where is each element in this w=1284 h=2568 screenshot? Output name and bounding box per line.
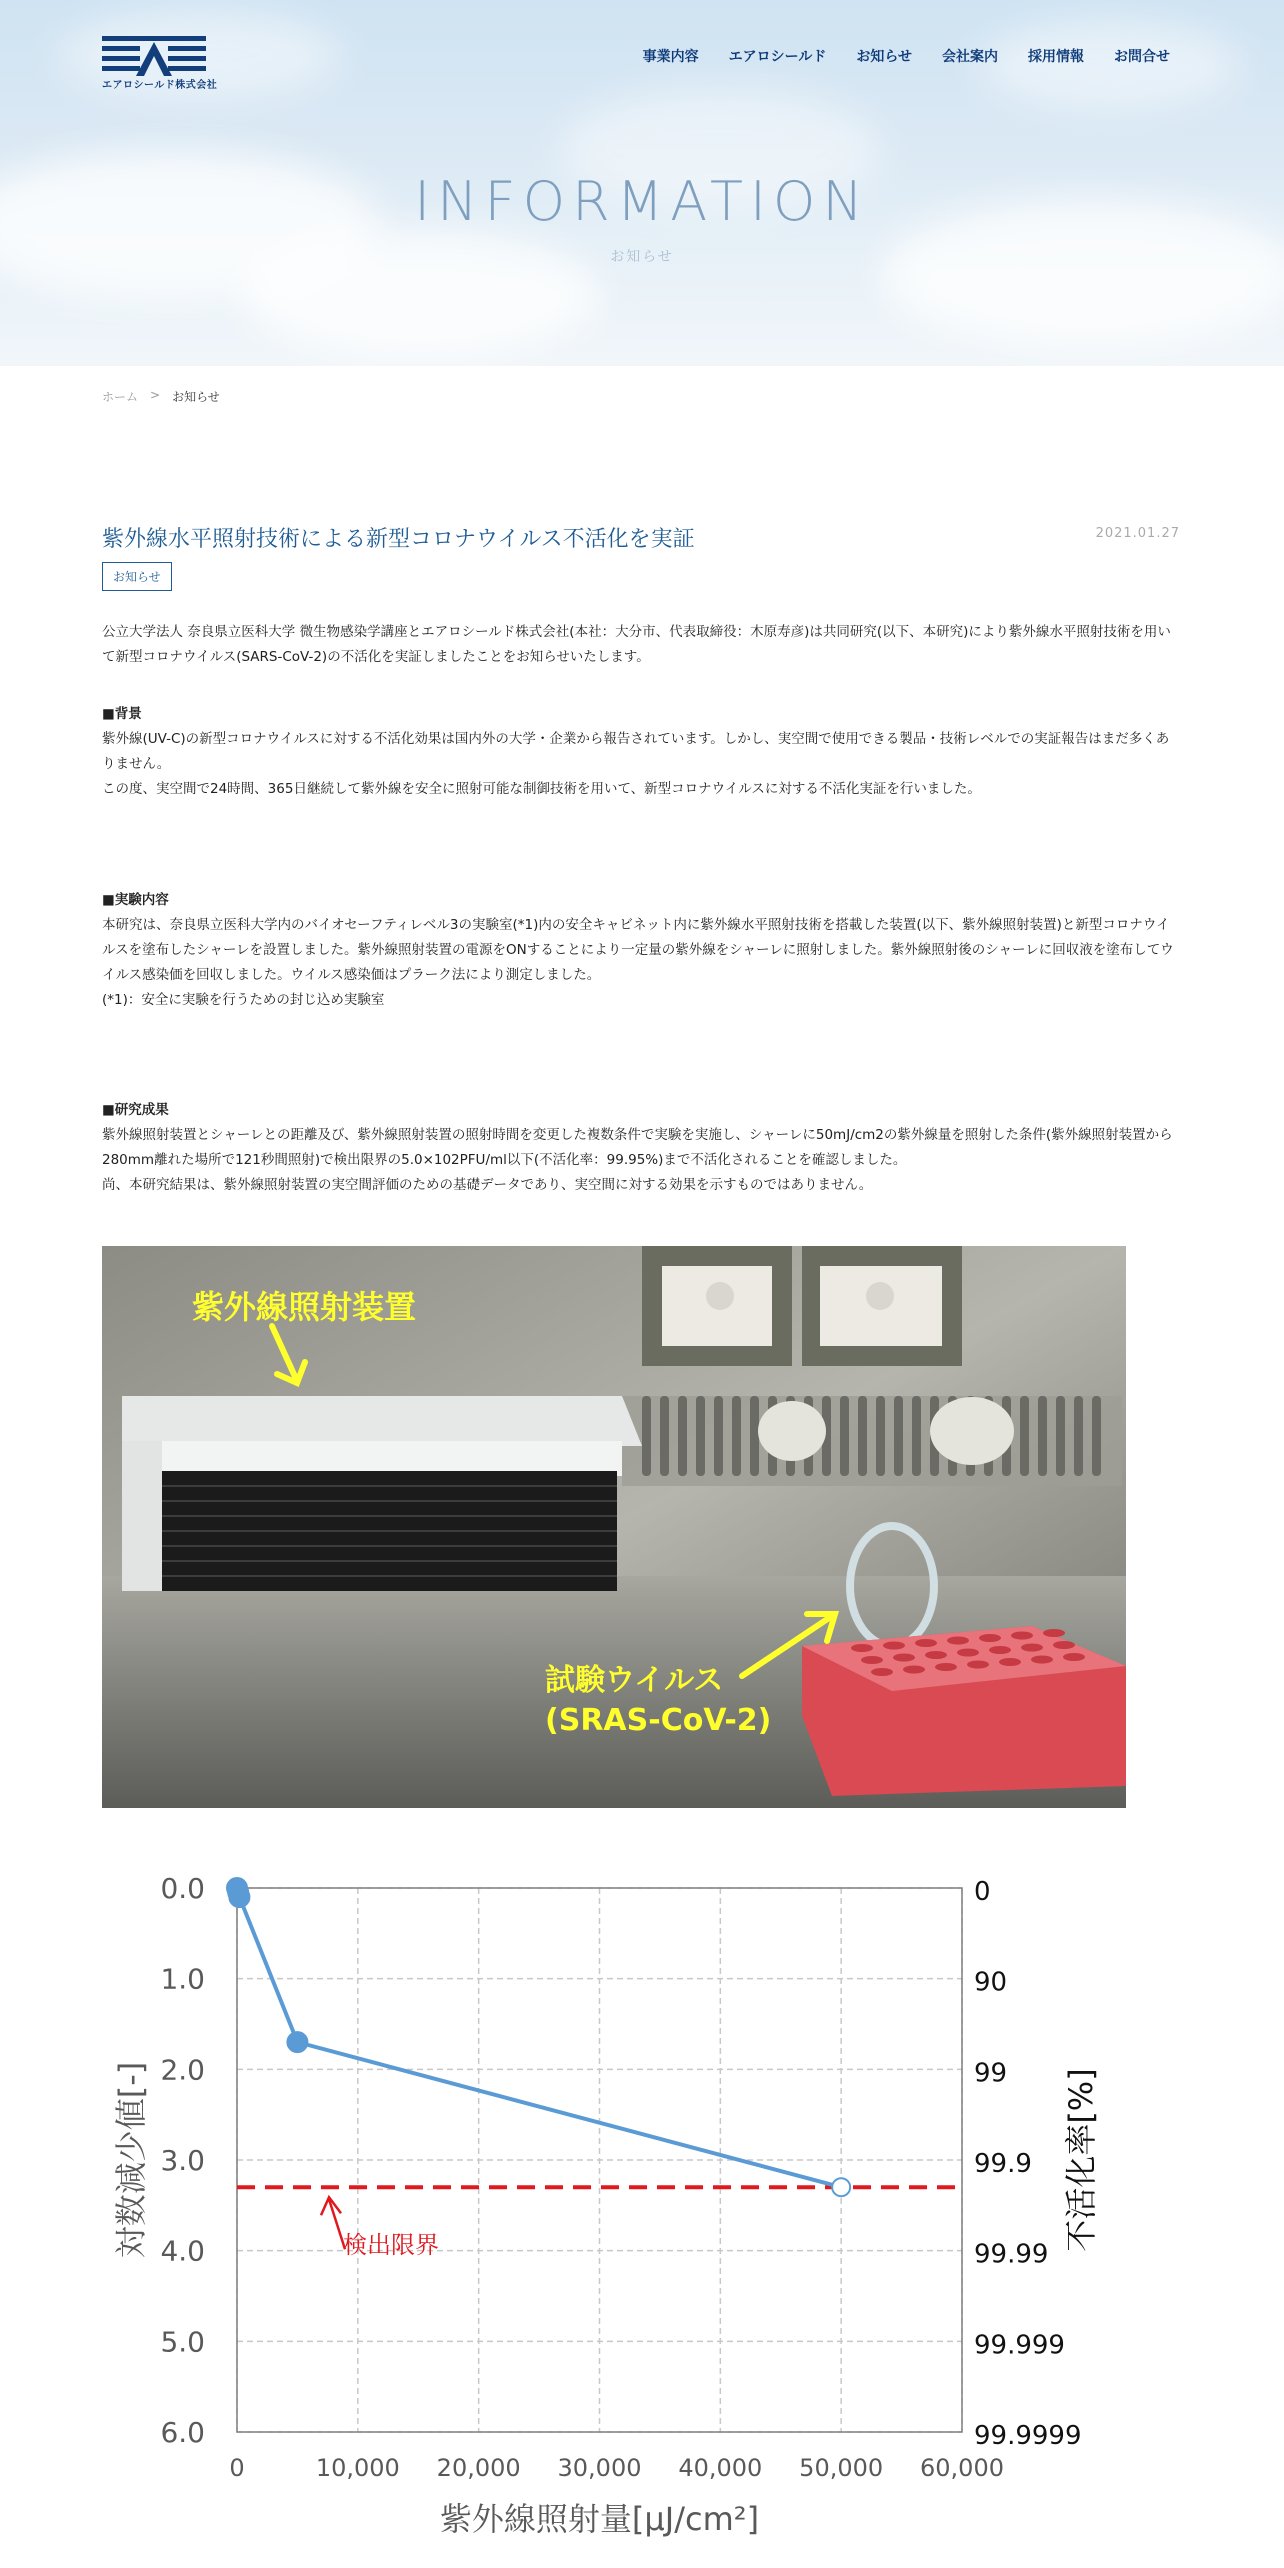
x-tick-label: 0 [229,2454,245,2482]
section-text: 本研究は、奈良県立医科大学内のバイオセーフティレベル3の実験室(*1)内の安全キャビネット内に紫外線水平照射技術を搭載した装置(以下、紫外線照射装置)と新型コロナウイルスを塗布したシャーレを設置しました。紫外線照射装置の電源をONすることにより一定量の紫外線をシャーレに照射しました。紫外線照射後のシャーレに回収液を塗布してウイルス感染価を回収しました。ウイルス感染価はプラーク法により測定しました。 (*1)：安全に実験を行うための封じ込め実験室 [102,917,1174,1008]
detection-limit-label: 検出限界 [343,2231,439,2260]
y2-tick-label: 99.999 [974,2330,1065,2361]
post-title: 紫外線水平照射技術による新型コロナウイルス不活化を実証 [102,527,695,552]
page-title: INFORMATION [414,170,870,233]
breadcrumb-separator: > [150,388,161,402]
section-heading: ■実験内容 [102,892,169,908]
x-axis-label: 紫外線照射量[μJ/cm²] [439,2500,760,2538]
y2-tick-label: 99.9 [974,2149,1032,2179]
y-tick-label: 0.0 [160,1872,205,1905]
nav-item-news[interactable]: お知らせ [856,49,912,65]
section-text: 紫外線照射装置とシャーレとの距離及び、紫外線照射装置の照射時間を変更した複数条件で実験を実施し、シャーレに50mJ/cm2の紫外線量を照射した条件(紫外線照射装置から280mm離れた場所で121秒間照射)で検出限界の5.0×102PFU/ml以下(不活化率：99.95%)まで不活化されることを確認しました。 尚、本研究結果は、紫外線照射装置の実空間評価のための基礎データであり、実空間に対する効果を示すものではありません。 [102,1127,1173,1193]
y2-tick-label: 99.99 [974,2239,1049,2270]
breadcrumb [102,388,220,405]
x-tick-label: 40,000 [678,2454,763,2482]
breadcrumb-current: お知らせ [172,390,220,404]
section-heading: ■背景 [102,706,142,722]
y-tick-label: 3.0 [160,2144,205,2177]
virus-label-sub: (SRAS-CoV-2) [545,1703,772,1738]
company-name: エアロシールド株式会社 [102,80,218,91]
nav-item-recruit[interactable]: 採用情報 [1028,49,1084,65]
nav-item-aeroshield[interactable]: エアロシールド [728,49,827,65]
x-tick-label: 30,000 [557,2454,642,2482]
section-results [102,1098,1180,1198]
chart-axes [160,1872,1081,2482]
data-point [832,2178,850,2196]
x-tick-label: 50,000 [799,2454,884,2482]
section-heading: ■研究成果 [102,1102,169,1118]
nav-item-company[interactable]: 会社案内 [942,49,998,65]
y2-tick-label: 99 [974,2058,1008,2089]
section-experiment [102,888,1180,1013]
page-subtitle: お知らせ [610,249,674,265]
chart-series [227,1878,962,2249]
y-tick-label: 5.0 [160,2325,205,2359]
device-label: 紫外線照射装置 [192,1288,417,1326]
category-tag[interactable]: お知らせ [102,562,172,591]
breadcrumb-home[interactable]: ホーム [102,390,139,404]
y2-tick-label: 90 [974,1967,1008,1998]
experiment-photo [102,1246,1126,1808]
main-nav [643,46,1170,66]
hero-header [0,0,1284,366]
virus-label: 試験ウイルス [545,1663,724,1698]
y-tick-label: 1.0 [160,1962,205,1996]
data-point [229,1887,249,1907]
section-text: 紫外線(UV-C)の新型コロナウイルスに対する不活化効果は国内外の大学・企業から報告されています。しかし、実空間で使用できる製品・技術レベルでの実証報告はまだ多くありません。 この度、実空間で24時間、365日継続して紫外線を安全に照射可能な制御技術を用いて、新型コロナウイルスに対する不活化実証を行いました。 [102,731,1170,797]
x-tick-label: 60,000 [920,2454,1004,2482]
nav-item-contact[interactable]: お問合せ [1114,49,1170,65]
series-line [237,1888,841,2187]
section-background [102,702,1180,802]
y-tick-label: 6.0 [160,2416,205,2449]
post-date: 2021.01.27 [1095,526,1180,541]
data-point [287,2032,307,2052]
y-tick-label: 2.0 [160,2053,205,2087]
y-axis-label: 対数減少値[-] [112,2061,150,2259]
y2-tick-label: 99.9999 [974,2421,1082,2451]
y-tick-label: 4.0 [160,2234,205,2268]
experiment-illustration [102,1246,1126,1808]
chart-grid [237,1888,962,2432]
post-intro: 公立大学法人 奈良県立医科大学 微生物感染学講座とエアロシールド株式会社(本社：大分市、代表取締役：木原寿彦)は共同研究(以下、本研究)により紫外線水平照射技術を用いて新型コロナウイルス(SARS-CoV-2)の不活化を実証しましたことをお知らせいたします。 [102,624,1171,665]
x-tick-label: 10,000 [315,2454,400,2482]
y2-axis-label: 不活化率[%] [1062,2068,1100,2252]
nav-item-business[interactable]: 事業内容 [642,49,699,65]
y2-tick-label: 0 [974,1877,991,1907]
inactivation-chart [102,1840,1102,2540]
chart-svg [102,1840,1102,2540]
x-tick-label: 20,000 [436,2454,521,2482]
